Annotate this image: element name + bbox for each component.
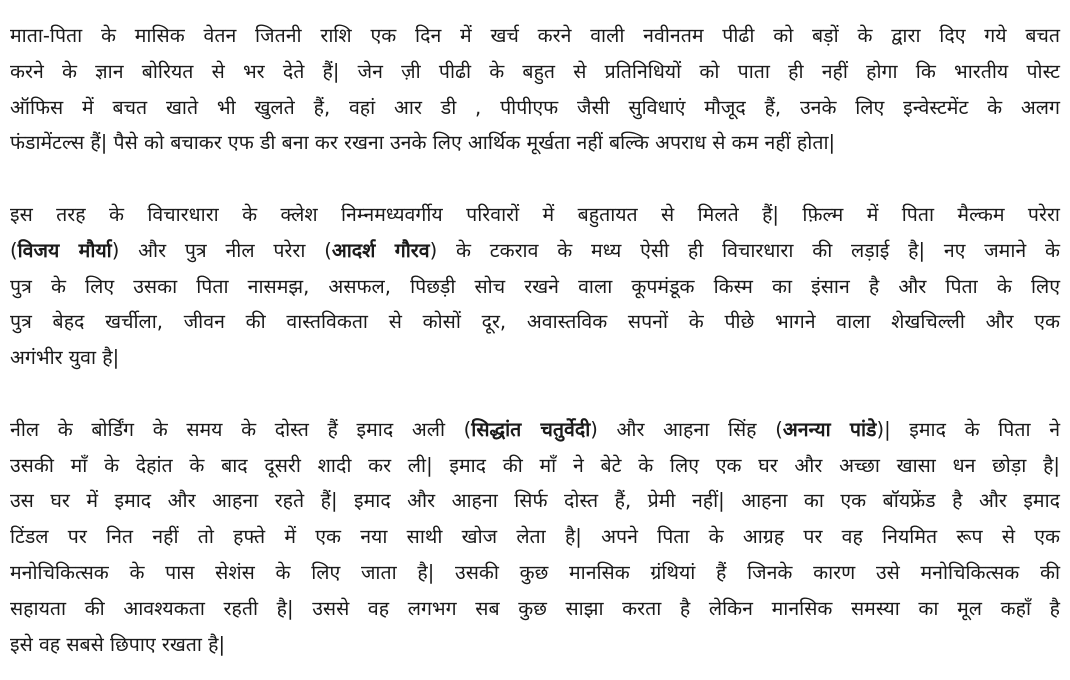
text-run: ) और पुत्र नील परेरा ( — [111, 238, 332, 262]
text-line — [10, 627, 1060, 663]
actor-name: विजय मौर्या — [17, 238, 112, 262]
text-line — [10, 340, 1060, 376]
text-line — [10, 483, 1060, 519]
text-line — [10, 519, 1060, 555]
paragraph-3 — [10, 412, 1060, 663]
text-run: ऑफिस में बचत खाते भी खुलते हैं, वहां आर डी , पीपीएफ जैसी सुविधाएं मौजूद हैं, उनके लिए इन्वेस्टमेंट के अलग — [10, 95, 1060, 119]
text-run: मनोचिकित्सक के पास सेशंस के लिए जाता है| उसकी कुछ मानसिक ग्रंथियां हैं जिनके कारण उसे मनोचिकित्सक की — [10, 560, 1060, 584]
text-run: माता-पिता के मासिक वेतन जितनी राशि एक दिन में खर्च करने वाली नवीनतम पीढी को बड़ों के द्वारा दिए गये बचत — [10, 24, 1060, 47]
paragraph-gap — [10, 161, 1060, 197]
text-run: सहायता की आवश्यकता रहती है| उससे वह लगभग सब कुछ साझा करता है लेकिन मानसिक समस्या का मूल कहाँ है — [10, 596, 1060, 620]
text-run: करने के ज्ञान बोरियत से भर देते हैं| जेन ज़ी पीढी के बहुत से प्रतिनिधियों को पाता ही नहीं होगा कि भारतीय पोस्ट — [10, 59, 1060, 83]
text-run: उसकी माँ के देहांत के बाद दूसरी शादी कर ली| इमाद की माँ ने बेटे के लिए एक घर और अच्छा खासा धन छोड़ा है| — [10, 453, 1060, 477]
text-line — [10, 555, 1060, 591]
text-run: )| इमाद के पिता ने — [876, 417, 1061, 441]
actor-name: अनन्या पांडे — [782, 417, 877, 441]
text-run: अगंभीर युवा है| — [10, 346, 120, 370]
text-run: नील के बोर्डिंग के समय के दोस्त हैं इमाद अली ( — [10, 417, 472, 441]
text-run: ( — [10, 238, 18, 262]
text-line — [10, 197, 1060, 233]
text-line — [10, 90, 1060, 126]
actor-name: सिद्धांत चतुर्वेदी — [471, 417, 591, 441]
text-line — [10, 591, 1060, 627]
paragraph-2 — [10, 197, 1060, 376]
paragraph-gap — [10, 376, 1060, 412]
text-line — [10, 448, 1060, 484]
text-run: टिंडल पर नित नहीं तो हफ्ते में एक नया साथी खोज लेता है| अपने पिता के आग्रह पर वह नियमित रूप से एक — [10, 525, 1060, 549]
text-line — [10, 54, 1060, 90]
text-run: इस तरह के विचारधारा के क्लेश निम्नमध्यवर्गीय परिवारों में बहुतायत से मिलते हैं| फ़िल्म में पिता मैल्कम परेरा — [10, 202, 1060, 226]
paragraph-1 — [10, 18, 1060, 161]
text-line — [10, 233, 1060, 269]
text-run: इसे वह सबसे छिपाए रखता है| — [10, 632, 226, 656]
text-run: ) के टकराव के मध्य ऐसी ही विचारधारा की लड़ाई है| नए जमाने के — [429, 238, 1060, 262]
text-line — [10, 125, 1060, 161]
text-run: ) और आहना सिंह ( — [590, 417, 783, 441]
text-run: पुत्र बेहद खर्चीला, जीवन की वास्तविकता से कोसों दूर, अवास्तविक सपनों के पीछे भागने वाला शेखचिल्ली और एक — [10, 310, 1060, 334]
text-run: फंडामेंटल्स हैं| पैसे को बचाकर एफ डी बना कर रखना उनके लिए आर्थिक मूर्खता नहीं बल्कि अपराध से कम नहीं होता| — [10, 131, 836, 155]
text-run: उस घर में इमाद और आहना रहते हैं| इमाद और आहना सिर्फ दोस्त हैं, प्रेमी नहीं| आहना का एक बॉयफ्रेंड है और इमाद — [10, 489, 1060, 513]
text-line — [10, 412, 1060, 448]
actor-name: आदर्श गौरव — [331, 238, 430, 262]
text-line — [10, 18, 1060, 54]
text-line — [10, 304, 1060, 340]
text-run: पुत्र के लिए उसका पिता नासमझ, असफल, पिछड़ी सोच रखने वाला कूपमंडूक किस्म का इंसान है और पिता के लिए — [10, 274, 1060, 298]
text-line — [10, 269, 1060, 305]
document-body — [10, 18, 1060, 662]
